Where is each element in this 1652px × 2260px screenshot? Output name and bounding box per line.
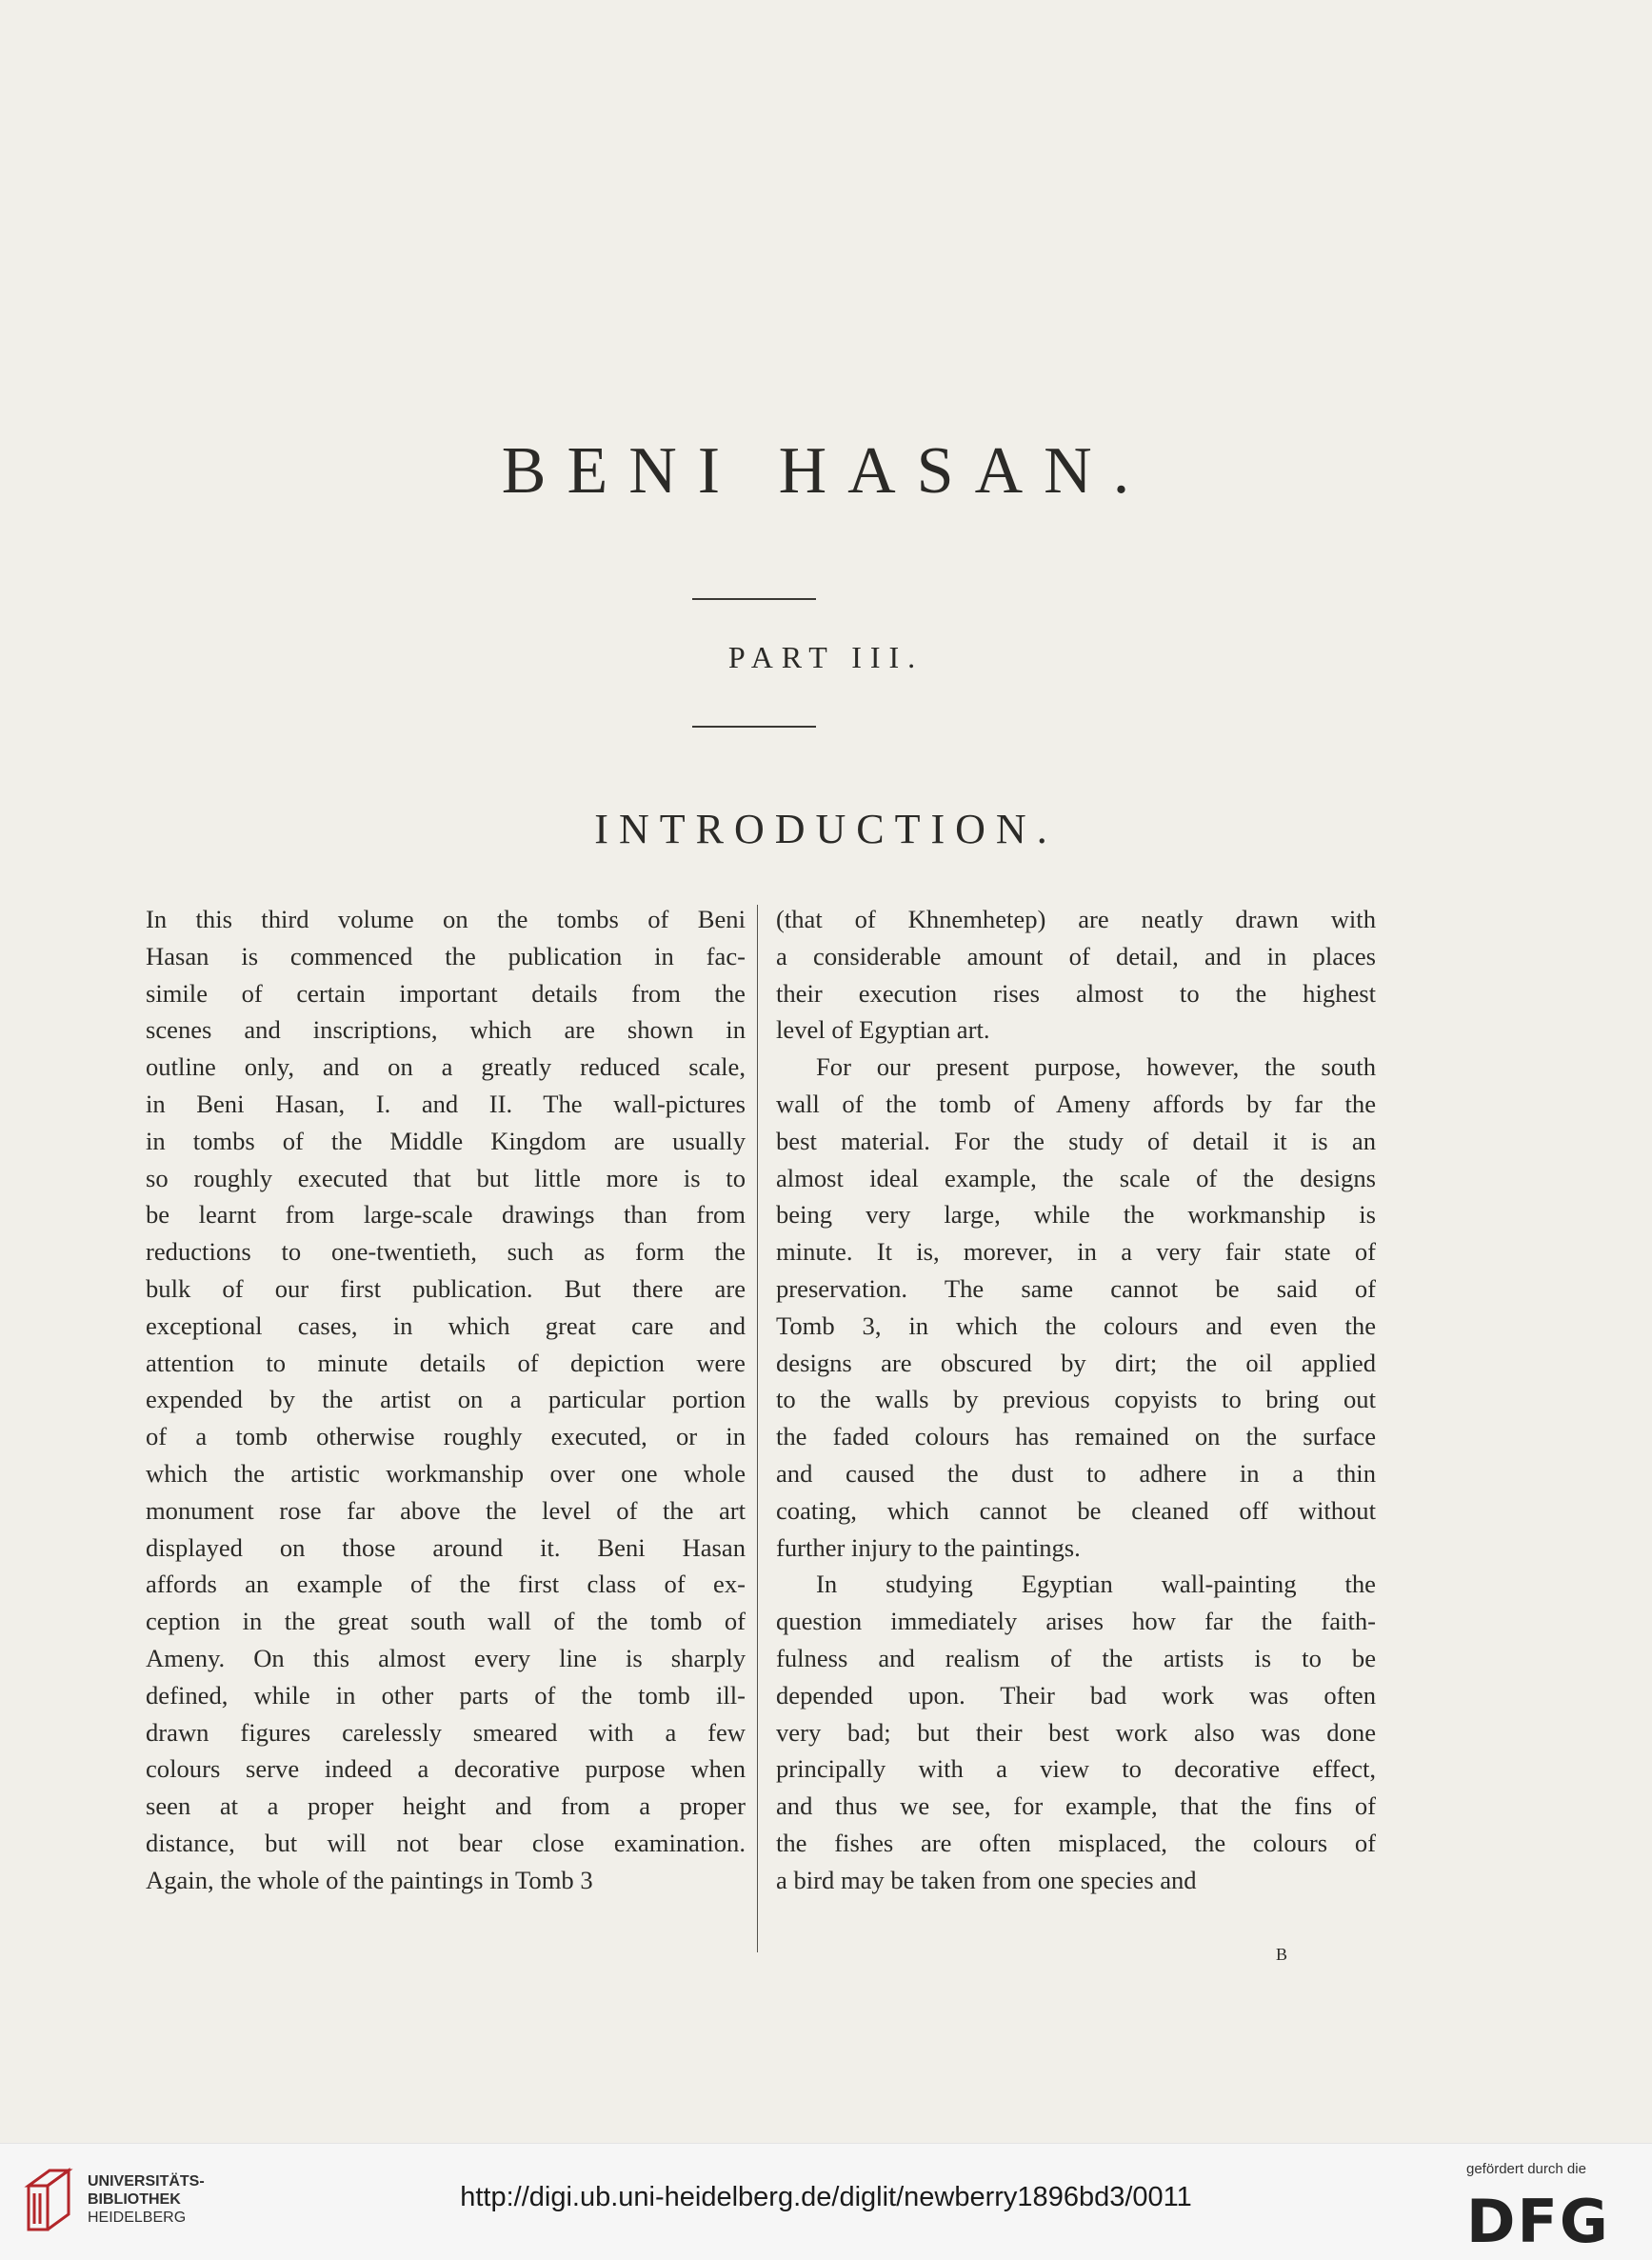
rule-top [692,598,816,600]
text-line: a considerable amount of detail, and in places [776,941,1376,970]
right-text-column [776,901,1376,1899]
signature-mark: B [1276,1945,1290,1964]
text-line: seen at a proper height and from a proper [146,1791,746,1821]
text-line: which the artistic workmanship over one whole [146,1458,746,1488]
text-line: Tomb 3, in which the colours and even the [776,1310,1376,1340]
text-line: colours serve indeed a decorative purpose when [146,1754,746,1784]
part-heading: PART III. [727,640,925,674]
dfg-logo-icon: DFG [1466,2187,1610,2256]
funder-label: gefördert durch die [1466,2161,1586,2177]
text-line: further injury to the paintings. [776,1532,1081,1562]
text-line: be learnt from large-scale drawings than from [146,1200,746,1230]
text-line: reductions to one-twentieth, such as form the [146,1237,746,1267]
text-line: For our present purpose, however, the south [816,1052,1376,1082]
text-line: almost ideal example, the scale of the designs [776,1163,1376,1192]
left-text-column [146,901,746,1899]
text-line: (that of Khnemhetep) are neatly drawn with [776,905,1376,933]
text-line: expended by the artist on a particular portion [146,1385,746,1414]
text-line: of a tomb otherwise roughly executed, or in [146,1422,746,1451]
text-line: designs are obscured by dirt; the oil applied [776,1348,1376,1377]
text-line: bulk of our first publication. But there are [146,1273,746,1303]
text-line: exceptional cases, in which great care and [146,1310,746,1340]
text-line: very bad; but their best work also was done [776,1717,1376,1747]
text-line: defined, while in other parts of the tomb ill- [146,1680,746,1710]
text-line: preservation. The same cannot be said of [776,1273,1376,1303]
text-line: the fishes are often misplaced, the colours of [776,1828,1376,1857]
text-line: Again, the whole of the paintings in Tomb 3 [146,1865,593,1894]
text-line: coating, which cannot be cleaned off without [776,1495,1376,1525]
text-line: depended upon. Their bad work was often [776,1680,1376,1710]
text-line: In this third volume on the tombs of Beni [146,905,746,933]
text-line: Ameny. On this almost every line is sharply [146,1643,746,1672]
text-line: minute. It is, morever, in a very fair state of [776,1237,1376,1267]
digitization-footer [0,2143,1652,2260]
text-line: so roughly executed that but little more is to [146,1163,746,1192]
rule-bottom [692,726,816,728]
text-line: drawn figures carelessly smeared with a few [146,1717,746,1747]
text-line: to the walls by previous copyists to bring out [776,1385,1376,1414]
text-line: wall of the tomb of Ameny affords by far the [776,1089,1376,1118]
text-line: in tombs of the Middle Kingdom are usually [146,1126,746,1155]
text-line: attention to minute details of depiction were [146,1348,746,1377]
text-line: principally with a view to decorative effect, [776,1754,1376,1784]
text-line: ception in the great south wall of the tomb of [146,1607,746,1636]
text-line: best material. For the study of detail it is an [776,1126,1376,1155]
text-line: simile of certain important details from the [146,978,746,1008]
text-line: displayed on those around it. Beni Hasan [146,1532,746,1562]
library-name-line2: BIBLIOTHEK [88,2191,181,2208]
text-line: in Beni Hasan, I. and II. The wall-pictures [146,1089,746,1118]
text-line: their execution rises almost to the highest [776,978,1376,1008]
text-line: the faded colours has remained on the surface [776,1422,1376,1451]
text-line: affords an example of the first class of ex- [146,1570,746,1599]
permalink-url[interactable]: http://digi.ub.uni-heidelberg.de/diglit/newberry1896bd3/0011 [460,2182,1192,2212]
library-name-line1: UNIVERSITÄTS- [88,2173,205,2190]
book-title: BENI HASAN. [501,434,1151,508]
text-line: fulness and realism of the artists is to be [776,1643,1376,1672]
text-line: a bird may be taken from one species and [776,1865,1197,1894]
text-line: Hasan is commenced the publication in fac- [146,941,746,970]
text-line: being very large, while the workmanship is [776,1200,1376,1230]
text-line: question immediately arises how far the faith- [776,1607,1376,1636]
column-divider [757,905,758,1952]
section-heading: INTRODUCTION. [594,806,1058,852]
text-line: monument rose far above the level of the art [146,1495,746,1525]
text-line: level of Egyptian art. [776,1015,990,1045]
text-line: In studying Egyptian wall-painting the [816,1570,1376,1599]
text-line: and thus we see, for example, that the fins of [776,1791,1376,1821]
text-line: outline only, and on a greatly reduced scale, [146,1052,746,1082]
text-line: scenes and inscriptions, which are shown in [146,1015,746,1045]
text-line: distance, but will not bear close examination. [146,1828,746,1857]
text-line: and caused the dust to adhere in a thin [776,1458,1376,1488]
library-name-line3: HEIDELBERG [88,2210,187,2226]
